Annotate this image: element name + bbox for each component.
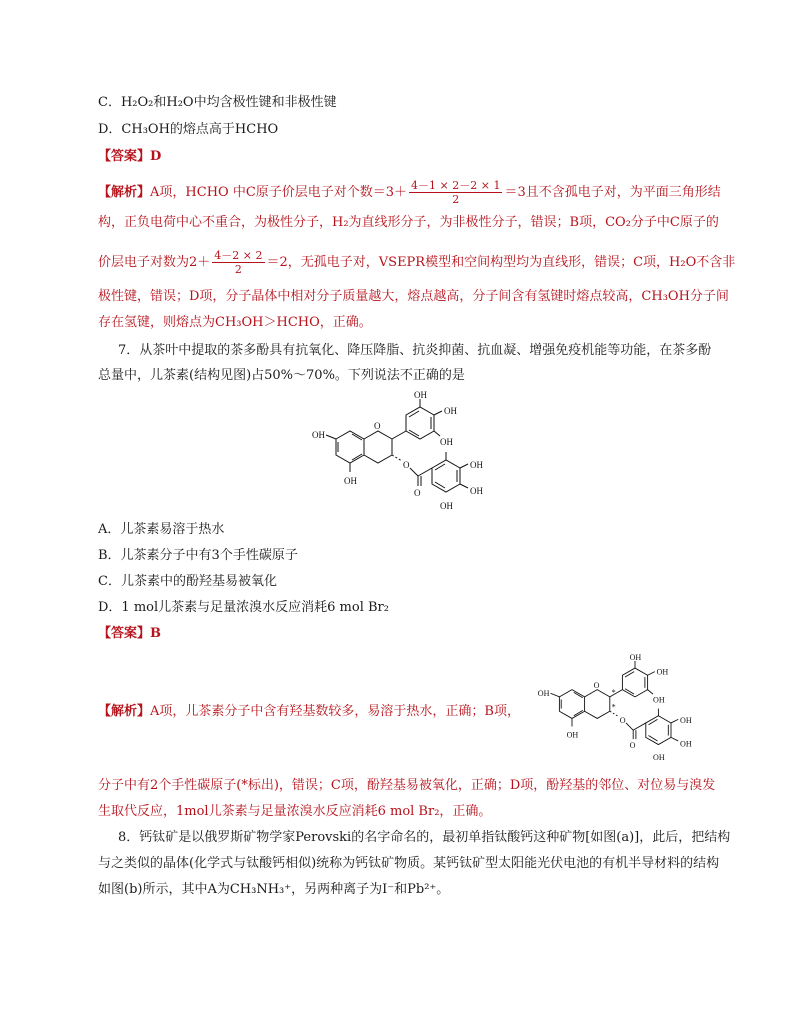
q7-a1: A项，儿茶素分子中含有羟基数较多，易溶于热水，正确；B项， [150, 704, 520, 719]
analysis-tag: 【解析】 [98, 704, 151, 719]
q7-option-d: D．1 mol儿茶素与足量浓溴水反应消耗6 mol Br₂ [98, 600, 389, 615]
oh-label: OH [312, 430, 325, 440]
q6-analysis-line-3 [98, 249, 735, 276]
catechin-structure-starred [536, 652, 716, 766]
q7-stem-line-2: 总量中，儿茶素(结构见图)占50%～70%。下列说法不正确的是 [98, 368, 465, 383]
fraction-numerator: 4－1 × 2－2 × 1 [411, 179, 501, 192]
q8-line-1: 8．钙钛矿是以俄罗斯矿物学家Perovski的名字命名的，最初单指钛酸钙这种矿物[如图(a)]，此后，把结构 [118, 830, 731, 845]
q6-option-c: C．H₂O₂和H₂O中均含极性键和非极性键 [98, 95, 337, 110]
oh-label: OH [680, 739, 692, 749]
q7-stem-line-1: 7．从茶叶中提取的茶多酚具有抗氧化、降压降脂、抗炎抑菌、抗血凝、增强免疫机能等功能，在茶多酚 [118, 343, 712, 358]
oh-label: OH [414, 390, 427, 400]
oh-label: OH [470, 460, 483, 470]
q7-analysis-line-3: 生取代反应，1mol儿茶素与足量浓溴水反应消耗6 mol Br₂，正确。 [98, 804, 492, 819]
q6-a3-post: ＝2，无孤电子对，VSEPR模型和空间构型均为直线形，错误；C项，H₂O不含非 [266, 255, 736, 270]
oh-label: OH [653, 752, 665, 762]
q7-answer: 【答案】B [98, 626, 161, 641]
q7-option-a: A．儿茶素易溶于热水 [98, 522, 225, 537]
oh-label: OH [566, 730, 579, 740]
fraction-numerator: 4－2 × 2 [214, 249, 263, 262]
oh-label: OH [440, 437, 453, 447]
q6-a1-post: ＝3且不含孤电子对，为平面三角形结 [504, 185, 721, 200]
o-label: O [374, 421, 381, 431]
q7-option-b: B．儿茶素分子中有3个手性碳原子 [98, 548, 298, 563]
q8-line-3: 如图(b)所示，其中A为CH₃NH₃⁺，另两种离子为I⁻和Pb²⁺。 [98, 882, 450, 897]
q6-answer: 【答案】D [98, 149, 162, 164]
o-label: O [403, 460, 410, 470]
o-label: O [593, 680, 600, 690]
q7-analysis-line-2: 分子中有2个手性碳原子(*标出)，错误；C项，酚羟基易被氧化，正确；D项，酚羟基的邻位、对位易与溴发 [98, 778, 716, 793]
oh-label: OH [680, 715, 692, 725]
chiral-star: * [611, 688, 616, 698]
oh-label: OH [440, 501, 453, 511]
fraction [212, 249, 264, 276]
oh-label: OH [653, 695, 665, 705]
q6-option-d: D．CH₃OH的熔点高于HCHO [98, 122, 279, 137]
q6-analysis-line-2: 构，正负电荷中心不重合，为极性分子，H₂为直线形分子，为非极性分子，错误；B项，CO₂分子中C原子的 [98, 215, 719, 230]
q7-option-c: C．儿茶素中的酚羟基易被氧化 [98, 574, 277, 589]
q6-a3-pre: 价层电子对数为2＋ [98, 255, 211, 270]
q6-analysis-line-4: 极性键，错误；D项，分子晶体中相对分子质量越大，熔点越高，分子间含有氢键时熔点较高，CH₃OH分子间 [98, 289, 729, 304]
q6-analysis-line-1 [98, 179, 721, 206]
fraction-denominator: 2 [234, 263, 242, 276]
q7-analysis-line-1 [98, 703, 520, 721]
o-label: O [619, 715, 626, 725]
oh-label: OH [537, 688, 550, 698]
oh-label: OH [656, 667, 669, 677]
oh-label: OH [444, 406, 457, 416]
analysis-tag: 【解析】 [98, 185, 151, 200]
q8-line-2: 与之类似的晶体(化学式与钛酸钙相似)统称为钙钛矿物质。某钙钛矿型太阳能光伏电池的有机半导材料的结构 [98, 856, 720, 871]
oh-label: OH [629, 652, 642, 662]
fraction [409, 179, 502, 206]
q6-a1-pre: A项，HCHO 中C原子价层电子对个数＝3＋ [150, 185, 408, 200]
oh-label: OH [344, 476, 357, 486]
fraction-denominator: 2 [452, 193, 460, 206]
catechin-structure [310, 390, 510, 515]
oh-label: OH [470, 486, 483, 496]
o-label: O [629, 741, 636, 751]
chiral-star: * [611, 702, 616, 712]
q6-analysis-line-5: 存在氢键，则熔点为CH₃OH＞HCHO，正确。 [98, 315, 372, 330]
o-label: O [414, 488, 421, 498]
